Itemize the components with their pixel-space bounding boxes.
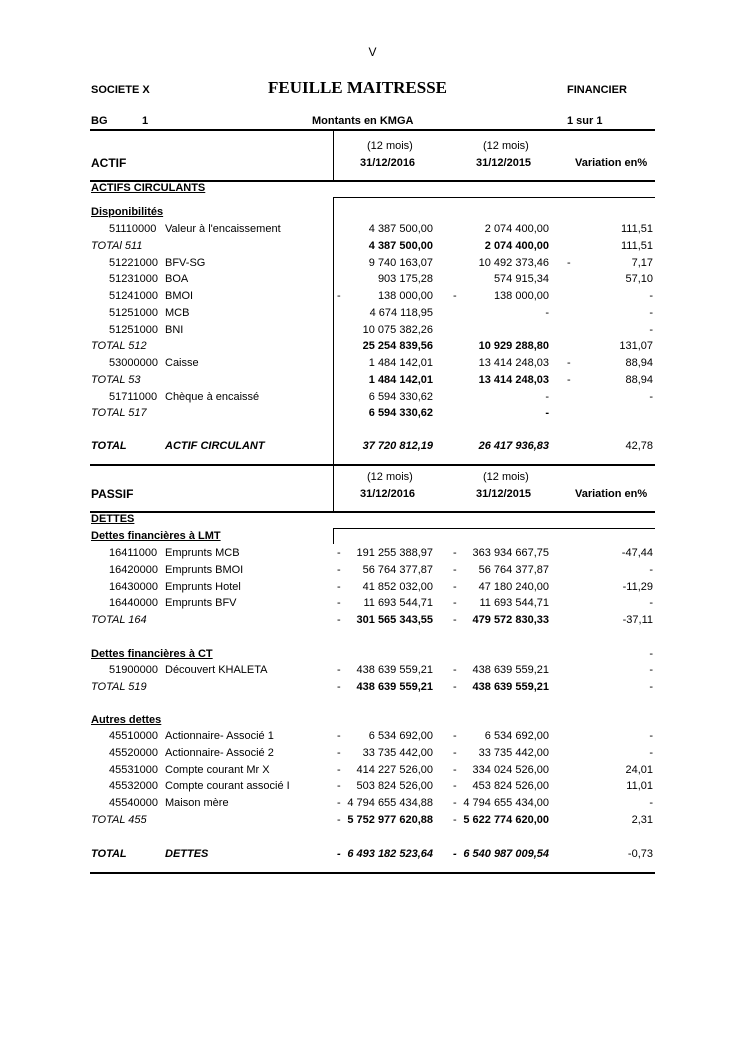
account-code: 51110000 [109, 223, 157, 235]
table-row [90, 389, 655, 406]
amount-2015: 138 000,00 [493, 290, 549, 302]
total-row [90, 612, 655, 629]
total-label: TOTAL 53 [91, 373, 141, 386]
sign-2015: - [453, 614, 457, 626]
amount-2016: 138 000,00 [377, 290, 433, 302]
amount-2016: 11 693 544,71 [363, 597, 433, 610]
amount-2016: 4 387 500,00 [368, 239, 433, 252]
total-label: TOTAL 519 [91, 680, 147, 693]
table-row [90, 778, 655, 795]
account-code: 51900000 [109, 664, 158, 676]
actif-group-title: ACTIFS CIRCULANTS [91, 182, 206, 194]
account-label: Caisse [165, 357, 199, 369]
amount-2015: 2 074 400,00 [484, 223, 549, 235]
passif-variation-label: Variation en% [575, 488, 648, 500]
passif-grand-total-sign-2015: - [453, 848, 457, 860]
lmt-title-row [90, 528, 655, 545]
account-code: 53000000 [109, 357, 158, 369]
ref-number: 1 [142, 115, 149, 127]
ref-code: BG [91, 115, 108, 127]
sign-2015: - [453, 580, 457, 593]
sign-2016: - [337, 813, 341, 826]
account-code: 51251000 [109, 323, 158, 336]
passif-grand-total-row [90, 846, 655, 863]
variation-value: - [649, 597, 653, 610]
amount-2015: 574 915,34 [493, 273, 549, 286]
sign-2016: - [337, 563, 341, 576]
amount-2016: 414 227 526,00 [356, 763, 433, 776]
amount-2016: 4 674 118,95 [369, 306, 433, 319]
total-label: TOTAL 512 [91, 340, 147, 353]
header-rule [90, 129, 655, 131]
amount-2015: 453 824 526,00 [472, 780, 549, 793]
account-label: Emprunts BMOI [165, 563, 244, 576]
ct-title-row [90, 646, 655, 663]
account-code: 51711000 [109, 390, 158, 403]
period-2015: (12 mois) [483, 140, 529, 152]
document-title: FEUILLE MAITRESSE [268, 78, 448, 97]
variation-value: 111,51 [620, 223, 653, 235]
amount-2015: 13 414 248,03 [478, 373, 549, 386]
total-label: TOTAL 517 [91, 407, 147, 420]
amount-2015: 2 074 400,00 [484, 239, 549, 252]
variation-value: - [649, 290, 653, 302]
lmt-title: Dettes financières à LMT [91, 530, 221, 542]
sign-2016: - [337, 614, 341, 626]
autres-title: Autres dettes [91, 714, 162, 726]
variation-value: - [649, 664, 653, 676]
amount-2016: 1 484 142,01 [368, 357, 433, 369]
sign-2016: - [337, 580, 341, 593]
amount-2016: 301 565 343,55 [356, 614, 433, 626]
account-label: Actionnaire- Associé 2 [165, 746, 274, 759]
amount-2015: 479 572 830,33 [472, 614, 549, 626]
table-row [90, 545, 655, 562]
account-label: Actionnaire- Associé 1 [165, 730, 274, 742]
sign-2015: - [453, 780, 457, 793]
account-code: 16411000 [109, 547, 158, 559]
variation-value: 88,94 [625, 373, 653, 386]
sign-2015: - [453, 290, 457, 302]
sign-2016: - [337, 547, 341, 559]
account-code: 45510000 [109, 730, 158, 742]
account-code: 16430000 [109, 580, 158, 593]
account-code: 45520000 [109, 746, 158, 759]
grand-total-2015: 26 417 936,83 [478, 440, 549, 452]
actif-label: ACTIF [91, 156, 127, 170]
sign-2016: - [337, 780, 341, 793]
table-row [90, 305, 655, 322]
variation-value: -37,11 [622, 614, 653, 626]
account-code: 45532000 [109, 780, 158, 793]
disponibilites-title: Disponibilités [91, 206, 164, 218]
account-label: Chèque à encaissé [165, 390, 260, 403]
amount-2015: 13 414 248,03 [478, 357, 549, 369]
ct-title: Dettes financières à CT [91, 648, 213, 660]
sign-2015: - [453, 597, 457, 610]
amount-2015: 334 024 526,00 [472, 763, 549, 776]
account-label: Valeur à l'encaissement [165, 223, 281, 235]
sign-2015: - [453, 680, 457, 693]
passif-grand-total-label: TOTAL [91, 848, 127, 860]
variation-sign: - [567, 373, 571, 386]
account-code: 51241000 [109, 290, 158, 302]
variation-value: 57,10 [625, 273, 653, 286]
passif-header-rule [90, 511, 655, 513]
sign-2015: - [453, 563, 457, 576]
units-label: Montants en KMGA [312, 115, 414, 127]
amount-2016: 33 735 442,00 [362, 746, 433, 759]
table-row [90, 255, 655, 272]
account-code: 16440000 [109, 597, 158, 610]
table-row [90, 221, 655, 238]
passif-period-2015: (12 mois) [483, 471, 529, 483]
actif-grand-total-row [90, 438, 655, 455]
amount-2016: 503 824 526,00 [356, 780, 433, 793]
amount-2016: 438 639 559,21 [356, 664, 433, 676]
category-label: FINANCIER [567, 84, 627, 96]
total-row [90, 338, 655, 355]
variation-sign: - [567, 357, 571, 369]
table-row [90, 728, 655, 745]
variation-value: 7,17 [631, 256, 653, 269]
variation-value: 131,07 [619, 340, 653, 353]
variation-label: Variation en% [575, 157, 648, 169]
amount-2016: 438 639 559,21 [356, 680, 433, 693]
account-label: BMOI [165, 290, 194, 302]
table-row [90, 762, 655, 779]
account-label: Maison mère [165, 797, 229, 809]
variation-value: - [649, 746, 653, 759]
amount-2016: 5 752 977 620,88 [347, 813, 433, 826]
amount-2016: 4 387 500,00 [368, 223, 433, 235]
variation-value: - [649, 797, 653, 809]
passif-grand-total-sign-2016: - [337, 848, 341, 860]
variation-value: - [649, 323, 653, 336]
company-name: SOCIETE X [91, 84, 150, 96]
account-code: 51251000 [109, 306, 158, 319]
date-2015: 31/12/2015 [476, 157, 532, 169]
account-label: Découvert KHALETA [165, 664, 268, 676]
passif-grand-total-variation: -0,73 [627, 848, 653, 860]
grand-total-2016: 37 720 812,19 [362, 440, 433, 452]
grand-total-label: TOTAL [91, 440, 127, 452]
table-row [90, 662, 655, 679]
table-row [90, 595, 655, 612]
account-label: Compte courant associé I [165, 780, 290, 793]
passif-grand-total-2016: 6 493 182 523,64 [347, 848, 433, 860]
passif-date-2016: 31/12/2016 [360, 488, 416, 500]
passif-end-rule [90, 872, 655, 874]
variation-value: 2,31 [631, 813, 653, 826]
account-label: Emprunts MCB [165, 547, 240, 559]
variation-value: -11,29 [622, 580, 653, 593]
amount-2015: 6 534 692,00 [484, 730, 549, 742]
amount-2016: 6 594 330,62 [368, 407, 433, 420]
total-row [90, 679, 655, 696]
period-2016: (12 mois) [367, 140, 413, 152]
amount-2016: 6 534 692,00 [368, 730, 433, 742]
sign-2015: - [453, 813, 457, 826]
variation-value: -47,44 [621, 547, 653, 559]
sign-2015: - [453, 730, 457, 742]
account-label: BOA [165, 273, 189, 286]
amount-2016: 10 075 382,26 [362, 323, 433, 336]
variation-value: - [649, 390, 653, 403]
table-row [90, 355, 655, 372]
variation-value: 11,01 [626, 780, 653, 793]
account-code: 16420000 [109, 563, 158, 576]
variation-value: 88,94 [625, 357, 653, 369]
variation-value: 24,01 [625, 763, 653, 776]
grand-total-title: ACTIF CIRCULANT [165, 440, 265, 452]
sign-2016: - [337, 730, 341, 742]
total-row [90, 372, 655, 389]
table-row [90, 322, 655, 339]
sign-2016: - [337, 664, 341, 676]
passif-grand-total-2015: 6 540 987 009,54 [463, 848, 549, 860]
passif-period-2016: (12 mois) [367, 471, 413, 483]
account-code: 51221000 [109, 256, 158, 269]
account-code: 45540000 [109, 797, 158, 809]
amount-2015: 5 622 774 620,00 [463, 813, 549, 826]
total-label: TOTAL 164 [91, 614, 147, 626]
actif-group-rule [333, 197, 655, 198]
grand-total-variation: 42,78 [625, 440, 653, 452]
amount-2016: 25 254 839,56 [362, 340, 433, 353]
variation-value: 111,51 [620, 239, 653, 252]
total-label: TOTAl 511 [91, 239, 143, 252]
sign-2015: - [453, 763, 457, 776]
sign-2016: - [337, 746, 341, 759]
account-label: MCB [165, 306, 190, 319]
sign-2015: - [453, 664, 457, 676]
table-row [90, 288, 655, 305]
passif-header-divider [333, 464, 334, 511]
amount-2016: 56 764 377,87 [362, 563, 433, 576]
amount-2016: 41 852 032,00 [362, 580, 433, 593]
passif-label: PASSIF [91, 487, 134, 501]
ct-title-variation: - [649, 648, 653, 660]
variation-value: - [649, 680, 653, 693]
actif-header-divider [333, 130, 334, 180]
amount-2015: 47 180 240,00 [478, 580, 549, 593]
sign-2016: - [337, 763, 341, 776]
total-row [90, 405, 655, 422]
variation-value: - [649, 730, 653, 742]
amount-2015: 363 934 667,75 [472, 547, 549, 559]
amount-2015: - [545, 390, 549, 403]
actif-end-rule [90, 464, 655, 466]
total-row [90, 812, 655, 829]
table-row [90, 795, 655, 812]
account-label: Compte courant Mr X [165, 763, 270, 776]
amount-2015: 438 639 559,21 [472, 680, 549, 693]
account-label: Emprunts BFV [165, 597, 237, 610]
table-row [90, 562, 655, 579]
amount-2015: - [545, 407, 549, 420]
passif-grand-total-title: DETTES [165, 848, 209, 860]
table-row [90, 745, 655, 762]
amount-2015: 10 929 288,80 [478, 340, 549, 353]
amount-2015: 33 735 442,00 [478, 746, 549, 759]
table-row [90, 271, 655, 288]
actif-column-header [90, 140, 655, 180]
amount-2016: 1 484 142,01 [368, 373, 433, 386]
account-label: Emprunts Hotel [165, 580, 241, 593]
amount-2016: 903 175,28 [377, 273, 433, 286]
passif-date-2015: 31/12/2015 [476, 488, 532, 500]
total-label: TOTAL 455 [91, 813, 147, 826]
variation-value: - [649, 306, 653, 319]
sign-2016: - [337, 597, 341, 610]
sign-2015: - [453, 746, 457, 759]
amount-2016: 191 255 388,97 [356, 547, 433, 559]
amount-2015: - [545, 306, 549, 319]
account-code: 45531000 [109, 763, 158, 776]
amount-2015: 56 764 377,87 [478, 563, 549, 576]
account-label: BNI [165, 323, 184, 336]
variation-value: - [649, 563, 653, 576]
sign-2015: - [453, 797, 457, 809]
table-row [90, 579, 655, 596]
sign-2015: - [453, 547, 457, 559]
sign-2016: - [337, 290, 341, 302]
amount-2015: 11 693 544,71 [479, 597, 549, 610]
account-label: BFV-SG [165, 256, 206, 269]
sign-2016: - [337, 680, 341, 693]
amount-2016: 6 594 330,62 [368, 390, 433, 403]
amount-2015: 4 794 655 434,00 [463, 797, 549, 809]
amount-2016: 4 794 655 434,88 [347, 797, 433, 809]
variation-sign: - [567, 256, 571, 269]
autres-title-row [90, 712, 655, 729]
dettes-title: DETTES [91, 513, 135, 525]
page-count: 1 sur 1 [567, 115, 603, 127]
account-code: 51231000 [109, 273, 158, 286]
total-row [90, 238, 655, 255]
passif-column-header [90, 471, 655, 511]
amount-2015: 10 492 373,46 [478, 256, 549, 269]
date-2016: 31/12/2016 [360, 157, 416, 169]
sign-2016: - [337, 797, 341, 809]
page-letter: V [368, 45, 377, 59]
amount-2015: 438 639 559,21 [472, 664, 549, 676]
amount-2016: 9 740 163,07 [368, 256, 433, 269]
